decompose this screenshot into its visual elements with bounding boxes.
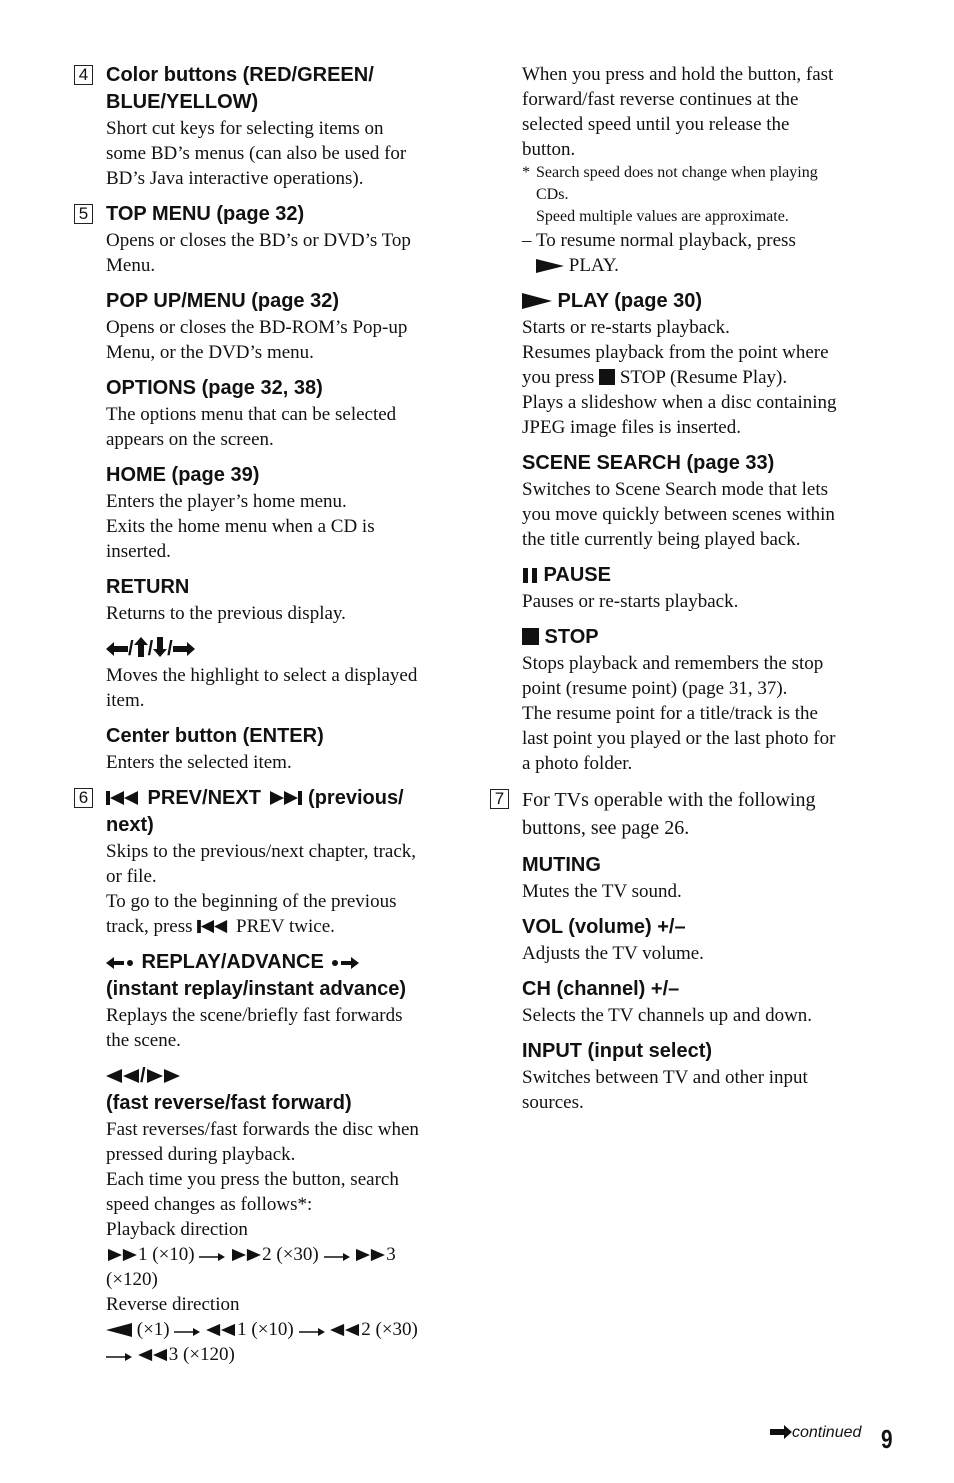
replay-icon bbox=[106, 956, 136, 970]
popup-menu-text-1: Opens or closes the BD-ROM’s Pop-up bbox=[106, 317, 408, 338]
color-buttons-heading-line1: Color buttons (RED/GREEN/ bbox=[106, 64, 374, 86]
next-icon bbox=[266, 790, 302, 806]
arrows-text-1: Moves the highlight to select a displayed bbox=[106, 665, 418, 686]
tv-text-1: For TVs operable with the following bbox=[522, 789, 816, 811]
input-heading: INPUT (input select) bbox=[522, 1040, 713, 1062]
play-text-4: Plays a slideshow when a disc containing bbox=[522, 392, 837, 413]
dash-mark: – bbox=[522, 230, 532, 251]
advance-icon bbox=[329, 956, 359, 970]
slow-reverse-icon bbox=[106, 1323, 132, 1337]
hold-text-4: button. bbox=[522, 139, 576, 160]
pause-heading bbox=[522, 562, 868, 589]
arrows-text-2: item. bbox=[106, 690, 145, 711]
dash-note-1 bbox=[522, 228, 868, 253]
fast-separator: / bbox=[140, 1065, 146, 1087]
prev-next-text-4b: PREV twice. bbox=[231, 916, 335, 937]
color-buttons-heading-line2: BLUE/YELLOW) bbox=[106, 91, 259, 113]
section-6 bbox=[74, 785, 454, 1367]
hold-text-3: selected speed until you release the bbox=[522, 114, 790, 135]
long-arrow-icon-2 bbox=[324, 1252, 350, 1262]
play-heading-text: PLAY (page 30) bbox=[552, 290, 703, 312]
reverse-speeds bbox=[106, 1317, 454, 1342]
scene-search-text-1: Switches to Scene Search mode that lets bbox=[522, 479, 829, 500]
arrows-separator-3: / bbox=[167, 638, 173, 660]
arrow-right-icon bbox=[173, 641, 195, 657]
footnote-2: CDs. bbox=[536, 186, 569, 203]
home-text-2: Exits the home menu when a CD is bbox=[106, 516, 375, 537]
long-arrow-icon-1 bbox=[199, 1252, 225, 1262]
prev-icon-inline bbox=[197, 919, 231, 934]
muting-text-1: Mutes the TV sound. bbox=[522, 881, 682, 902]
stop-heading-text: STOP bbox=[539, 626, 599, 648]
fast-text-2: pressed during playback. bbox=[106, 1144, 296, 1165]
replay-heading-line2: (instant replay/instant advance) bbox=[106, 978, 407, 1000]
color-buttons-text-1: Short cut keys for selecting items on bbox=[106, 118, 384, 139]
popup-menu-heading: POP UP/MENU (page 32) bbox=[106, 290, 340, 312]
long-arrow-icon-5 bbox=[106, 1352, 132, 1362]
popup-menu-text-2: Menu, or the DVD’s menu. bbox=[106, 342, 314, 363]
play-text-3 bbox=[522, 365, 868, 390]
fast-forward-icon-1 bbox=[106, 1248, 138, 1262]
center-button-text-1: Enters the selected item. bbox=[106, 752, 292, 773]
replay-text-1: Replays the scene/briefly fast forwards bbox=[106, 1005, 403, 1026]
replay-label: REPLAY/ADVANCE bbox=[136, 951, 330, 973]
muting-heading: MUTING bbox=[522, 854, 601, 876]
footnote-3: Speed multiple values are approximate. bbox=[536, 208, 789, 225]
top-menu-text-2: Menu. bbox=[106, 255, 156, 276]
return-text-1: Returns to the previous display. bbox=[106, 603, 346, 624]
prev-next-text-2: or file. bbox=[106, 866, 157, 887]
top-menu-heading: TOP MENU (page 32) bbox=[106, 203, 305, 225]
fast-forward-icon-2 bbox=[230, 1248, 262, 1262]
forward-speed-2: 2 (×30) bbox=[262, 1244, 324, 1265]
dash-note-2-text: PLAY. bbox=[564, 255, 619, 276]
play-text-2: Resumes playback from the point where bbox=[522, 342, 829, 363]
stop-text-4: last point you played or the last photo for bbox=[522, 728, 836, 749]
pause-text-1: Pauses or re-starts playback. bbox=[522, 591, 739, 612]
rewind-icon-2 bbox=[329, 1323, 361, 1337]
arrow-left-icon bbox=[106, 641, 128, 657]
rewind-icon bbox=[106, 1068, 140, 1084]
forward-speeds bbox=[106, 1242, 454, 1267]
continued-label bbox=[770, 1424, 861, 1442]
prev-next-text-1: Skips to the previous/next chapter, track, bbox=[106, 841, 417, 862]
section-7 bbox=[490, 786, 868, 1115]
play-icon bbox=[522, 293, 552, 309]
color-buttons-text-2: some BD’s menus (can also be used for bbox=[106, 143, 407, 164]
channel-text-1: Selects the TV channels up and down. bbox=[522, 1005, 813, 1026]
home-text-1: Enters the player’s home menu. bbox=[106, 491, 347, 512]
long-arrow-icon-3 bbox=[174, 1327, 200, 1337]
left-column bbox=[74, 62, 454, 1367]
home-text-3: inserted. bbox=[106, 541, 171, 562]
input-text-2: sources. bbox=[522, 1092, 584, 1113]
long-arrow-icon-4 bbox=[299, 1327, 325, 1337]
dash-note-1-text: To resume normal playback, press bbox=[536, 230, 796, 251]
section-number-7: 7 bbox=[490, 789, 509, 809]
pause-icon bbox=[522, 567, 538, 583]
footnote-1 bbox=[522, 162, 868, 184]
scene-search-text-3: the title currently being played back. bbox=[522, 529, 801, 550]
play-text-3a: you press bbox=[522, 367, 600, 388]
fast-text-1: Fast reverses/fast forwards the disc when bbox=[106, 1119, 419, 1140]
reverse-speed-2: 1 (×10) bbox=[237, 1319, 299, 1340]
prev-next-text-3: To go to the beginning of the previous bbox=[106, 891, 397, 912]
color-buttons-text-3: BD’s Java interactive operations). bbox=[106, 168, 364, 189]
hold-text-1: When you press and hold the button, fast bbox=[522, 64, 834, 85]
fast-text-5: Playback direction bbox=[106, 1219, 248, 1240]
input-text-1: Switches between TV and other input bbox=[522, 1067, 808, 1088]
stop-text-2: point (resume point) (page 31, 37). bbox=[522, 678, 788, 699]
pause-heading-text: PAUSE bbox=[538, 564, 611, 586]
prev-next-heading-line2: next) bbox=[106, 814, 154, 836]
fast-text-4: speed changes as follows*: bbox=[106, 1194, 313, 1215]
fast-text-6: Reverse direction bbox=[106, 1294, 240, 1315]
arrows-separator-2: / bbox=[147, 638, 154, 660]
section-4 bbox=[74, 62, 454, 191]
fast-forward-icon bbox=[146, 1068, 180, 1084]
fast-forward-icon-3 bbox=[354, 1248, 386, 1262]
channel-heading: CH (channel) +/– bbox=[522, 978, 680, 1000]
arrow-down-icon bbox=[153, 637, 167, 657]
arrows-separator-1: / bbox=[128, 638, 134, 660]
footnote-asterisk: * bbox=[522, 164, 530, 181]
replay-text-2: the scene. bbox=[106, 1030, 181, 1051]
play-text-3b: STOP (Resume Play). bbox=[615, 367, 788, 388]
forward-speed-4: (×120) bbox=[106, 1269, 158, 1290]
scene-search-heading: SCENE SEARCH (page 33) bbox=[522, 452, 775, 474]
stop-text-3: The resume point for a title/track is the bbox=[522, 703, 818, 724]
volume-text-1: Adjusts the TV volume. bbox=[522, 943, 704, 964]
section-number-6: 6 bbox=[74, 788, 93, 808]
section-number-5: 5 bbox=[74, 204, 93, 224]
play-heading bbox=[522, 288, 868, 315]
play-icon-inline bbox=[536, 259, 564, 273]
hold-text-2: forward/fast reverse continues at the bbox=[522, 89, 799, 110]
section-number-4: 4 bbox=[74, 65, 93, 85]
scene-search-text-2: you move quickly between scenes within bbox=[522, 504, 835, 525]
stop-icon-inline bbox=[599, 369, 615, 385]
return-heading: RETURN bbox=[106, 576, 190, 598]
prev-next-heading-line1 bbox=[106, 785, 454, 812]
options-heading: OPTIONS (page 32, 38) bbox=[106, 377, 323, 399]
tv-text-2: buttons, see page 26. bbox=[522, 817, 690, 839]
volume-heading: VOL (volume) +/– bbox=[522, 916, 686, 938]
prev-next-text-4a: track, press bbox=[106, 916, 198, 937]
prev-next-label: PREV/NEXT bbox=[142, 787, 267, 809]
reverse-speed-4: 3 (×120) bbox=[168, 1344, 235, 1365]
prev-icon bbox=[106, 790, 142, 806]
reverse-speed-1: (×1) bbox=[132, 1319, 175, 1340]
rewind-icon-1 bbox=[205, 1323, 237, 1337]
home-heading: HOME (page 39) bbox=[106, 464, 260, 486]
continued-arrow-icon bbox=[770, 1425, 792, 1439]
continued-text: continued bbox=[792, 1424, 862, 1441]
forward-speed-1: 1 (×10) bbox=[138, 1244, 200, 1265]
play-text-5: JPEG image files is inserted. bbox=[522, 417, 741, 438]
rewind-icon-3 bbox=[137, 1348, 169, 1362]
forward-speed-3: 3 bbox=[386, 1244, 396, 1265]
reverse-speed-3: 2 (×30) bbox=[361, 1319, 418, 1340]
stop-heading bbox=[522, 624, 868, 651]
dash-note-2 bbox=[522, 253, 868, 278]
stop-icon bbox=[522, 628, 539, 645]
section-5 bbox=[74, 201, 454, 775]
right-column bbox=[490, 62, 868, 1115]
section-6-continued bbox=[490, 62, 868, 776]
page-number: 9 bbox=[881, 1424, 893, 1454]
prev-next-suffix: (previous/ bbox=[302, 787, 404, 809]
options-text-1: The options menu that can be selected bbox=[106, 404, 397, 425]
play-text-1: Starts or re-starts playback. bbox=[522, 317, 730, 338]
fast-heading-line1 bbox=[106, 1063, 454, 1090]
top-menu-text-1: Opens or closes the BD’s or DVD’s Top bbox=[106, 230, 411, 251]
reverse-speeds-line2 bbox=[106, 1342, 454, 1367]
replay-heading-line1 bbox=[106, 949, 454, 976]
arrows-heading bbox=[106, 636, 454, 663]
fast-text-3: Each time you press the button, search bbox=[106, 1169, 399, 1190]
fast-heading-line2: (fast reverse/fast forward) bbox=[106, 1092, 352, 1114]
stop-text-5: a photo folder. bbox=[522, 753, 633, 774]
stop-text-1: Stops playback and remembers the stop bbox=[522, 653, 824, 674]
options-text-2: appears on the screen. bbox=[106, 429, 274, 450]
footnote-1-text: Search speed does not change when playing bbox=[536, 164, 818, 181]
center-button-heading: Center button (ENTER) bbox=[106, 725, 324, 747]
arrow-up-icon bbox=[134, 637, 148, 657]
prev-next-text-4 bbox=[106, 914, 454, 939]
